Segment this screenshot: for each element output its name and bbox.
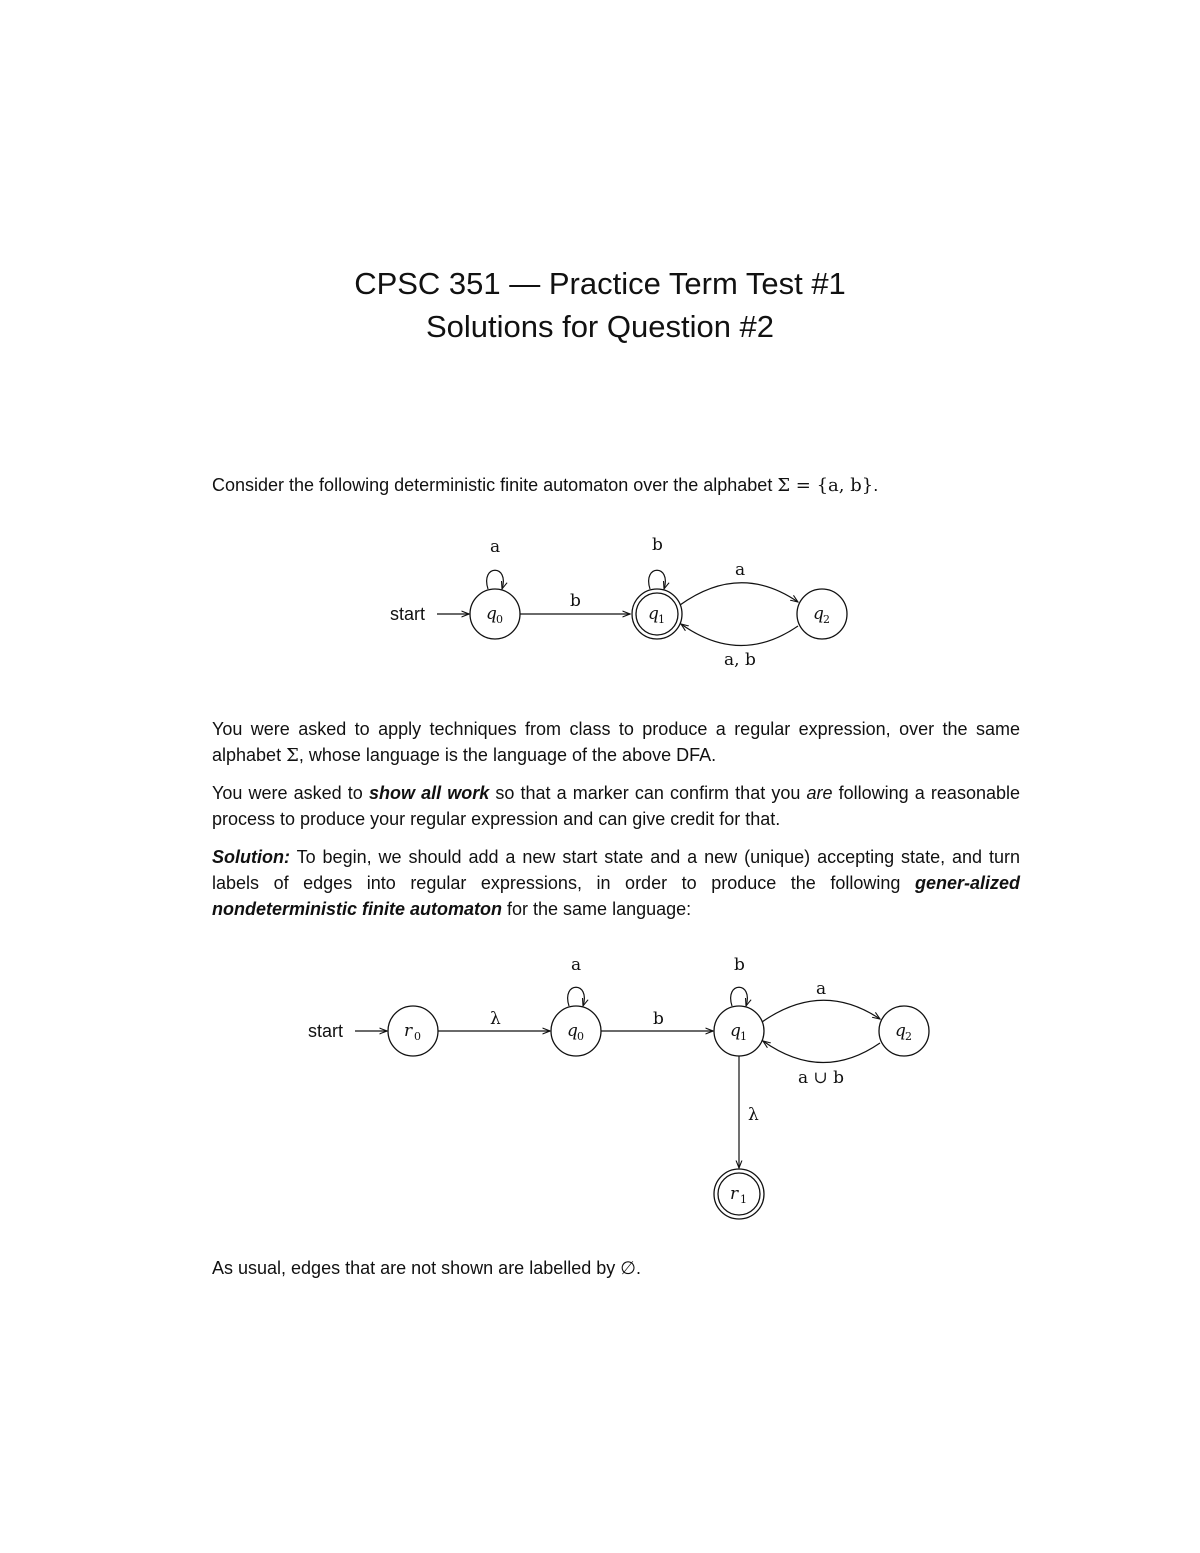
solution-text-2: for the same language: [502,899,692,919]
gnfa-state-q1-name: q [730,1021,741,1041]
dfa-state-q0-sub: 0 [496,613,503,626]
gnfa-start-label: start [308,1021,344,1041]
para2-text-2: so that a marker can confirm that you [489,783,807,803]
dfa-edge-q1-loop [649,570,666,589]
gnfa-edge-q2-q1 [763,1041,880,1063]
dfa-edge-q2-q1 [681,624,798,646]
dfa-edge-q0-loop [487,570,504,589]
gnfa-state-r1-sub: 1 [740,1193,747,1206]
intro-paragraph [212,472,1020,499]
empty-set-symbol: ∅ [620,1258,636,1279]
para2-emphasis-show-all-work: show all work [368,783,490,803]
dfa-label-q0-loop: a [490,537,501,557]
gnfa-label-q1-q2: a [816,979,827,999]
gnfa-label-q1-r1: λ [748,1105,759,1125]
gnfa-state-r1-name: r [730,1184,739,1204]
gnfa-state-q0-sub: 0 [577,1030,584,1043]
alphabet-definition: Σ = {a, b} [777,475,874,496]
dfa-diagram [0,520,1200,680]
dfa-state-q0-name: q [486,604,497,624]
para2-text-3: following a reasonable process to produce your regular expression and can give credit for that. [212,783,1020,829]
para2-text-1: You were asked to [212,783,369,803]
question-paragraph-1 [212,716,1020,769]
gnfa-label-q2-q1: a ∪ b [798,1068,845,1088]
dfa-label-q0-q1: b [570,591,581,611]
gnfa-state-q0-name: q [567,1021,578,1041]
gnfa-label-q1-loop: b [734,955,745,975]
intro-text: Consider the following deterministic finite automaton over the alphabet [212,475,773,495]
gnfa-label-q0-q1: b [653,1009,664,1029]
gnfa-edge-q0-loop [568,987,585,1006]
closing-text: As usual, edges that are not shown are labelled by [212,1258,621,1278]
gnfa-edge-q1-loop [731,987,748,1006]
gnfa-state-q2-name: q [895,1021,906,1041]
para2-emphasis-are: are [806,783,833,803]
gnfa-label-q0-loop: a [571,955,582,975]
para1-text-1: You were asked to apply techniques from class to produce a regular expression, over the same alphabet [212,719,1020,765]
intro-period: . [873,475,879,495]
question-paragraph-2 [212,780,1020,832]
solution-paragraph [212,844,1020,922]
closing-period: . [635,1258,641,1278]
dfa-label-q1-q2: a [735,560,746,580]
title-line-2: Solutions for Question #2 [425,309,775,344]
gnfa-diagram [0,940,1200,1230]
dfa-edge-q1-q2 [680,583,798,605]
para1-sigma: Σ [286,745,299,766]
dfa-label-q1-loop: b [652,535,663,555]
solution-emphasis-gnfa: gener-alized nondeterministic finite automaton [212,873,1020,919]
gnfa-label-r0-q0: λ [490,1009,501,1029]
gnfa-state-r1 [714,1169,764,1219]
dfa-state-q2-name: q [813,604,824,624]
gnfa-state-r0-name: r [404,1021,413,1041]
page-title [0,262,1200,348]
gnfa-state-q2-sub: 2 [905,1030,912,1043]
gnfa-state-r0-sub: 0 [414,1030,421,1043]
solution-label: Solution: [212,847,290,867]
dfa-start-label: start [390,604,426,624]
para1-text-2: , whose language is the language of the above DFA. [298,745,717,765]
gnfa-state-r0 [388,1006,438,1056]
gnfa-edge-q1-q2 [762,1000,880,1022]
title-line-1: CPSC 351 — Practice Term Test #1 [354,266,846,301]
dfa-label-q2-q1: a, b [724,650,756,670]
dfa-state-q2-sub: 2 [823,613,830,626]
solution-text-1: To begin, we should add a new start state and a new (unique) accepting state, and turn labels of edges into regular expressions, in order to produce the following [212,847,1020,893]
dfa-state-q1-name: q [648,604,659,624]
gnfa-state-q1-sub: 1 [740,1030,747,1043]
closing-paragraph [212,1255,1020,1282]
dfa-state-q1-sub: 1 [658,613,665,626]
